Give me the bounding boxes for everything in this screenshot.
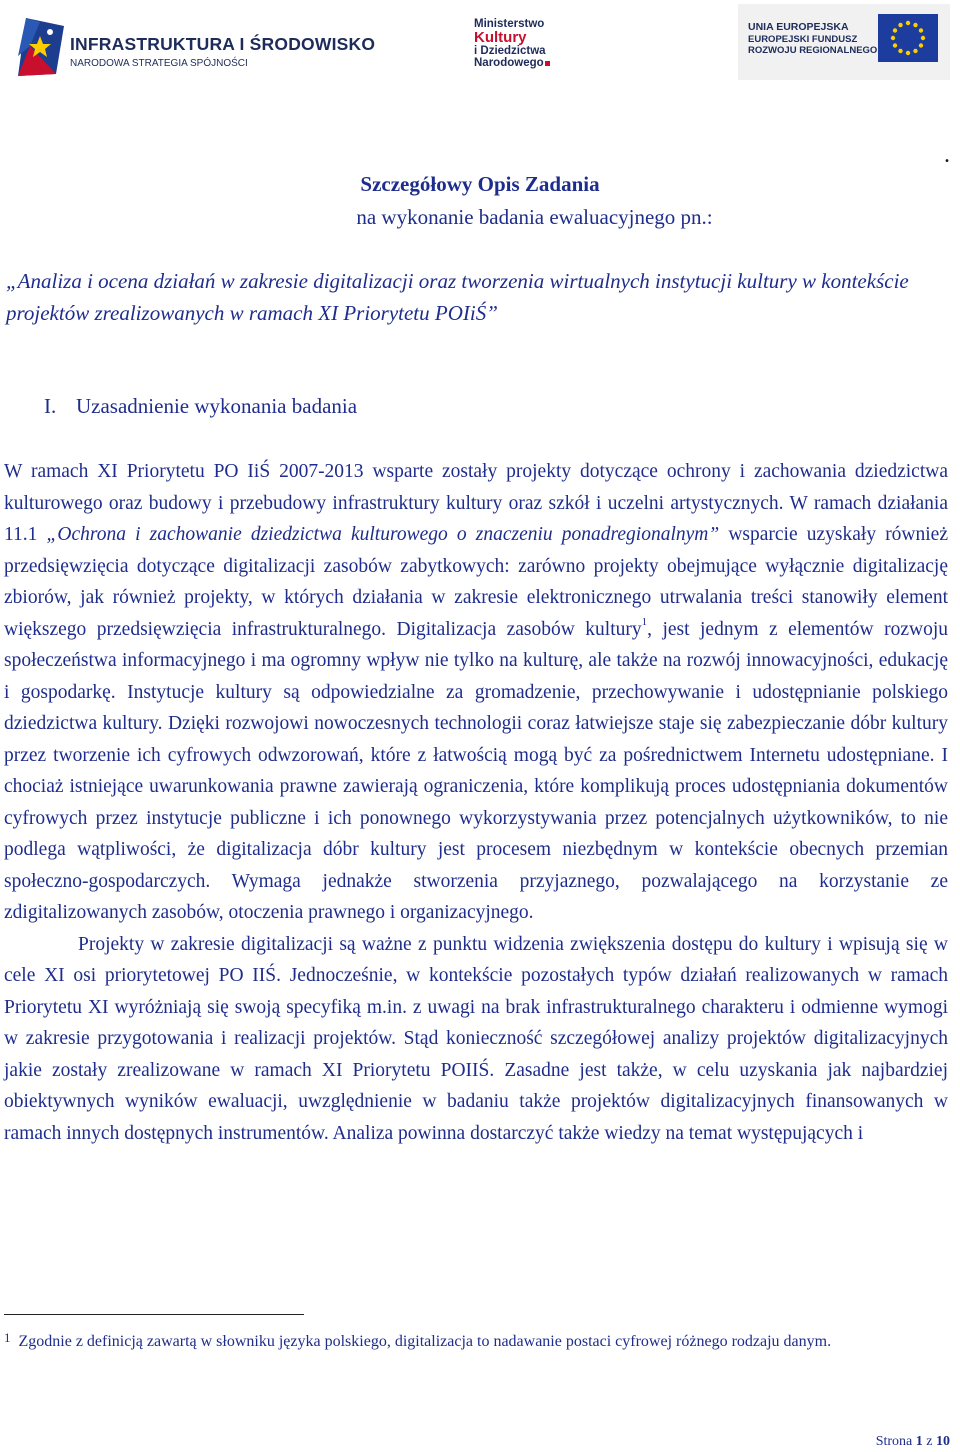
document-title: Szczegółowy Opis Zadania bbox=[360, 172, 600, 196]
logo-middle-line4: Narodowego bbox=[474, 57, 544, 69]
logo-right-line1: UNIA EUROPEJSKA bbox=[748, 21, 849, 33]
eu-star-icon bbox=[906, 21, 910, 25]
dot-mark: . bbox=[944, 142, 950, 168]
paragraph-1-part3: , jest jednym z elementów rozwoju społeczeństwa informacyjnego i ma ogromny wpływ nie tylko na kulturę, ale także na rozwój innowacyjności, edukację i gospodarkę. Instytucje kultury są odpowiedzialne za gromadzenie, przechowywanie i udostępnianie polskiego dziedzictwa kultury. Dzięki rozwojowi nowoczesnych technologii coraz łatwiejsze staje się zabezpieczanie dóbr kultury przez tworzenie ich cyfrowych odwzorowań, które z łatwością mogą być za pośrednictwem Internetu udostępniane. I chociaż istniejące uwarunkowania prawne zawierają ograniczenia, które komplikują proces udostępniania dokumentów cyfrowych przez instytucje publiczne i ich ponownego wykorzystywania przez potencjalnych użytkowników, to nie podlega wątpliwości, że digitalizacja dóbr kultury jest procesem niezbędnym w kontekście obecnych przemian społeczno-gospodarczych. Wymaga jednakże stworzenia przyjaznego, pozwalającego na korzystanie ze zdigitalizowanych zasobów, otoczenia prawnego i organizacyjnego. bbox=[4, 618, 948, 923]
eu-star-icon bbox=[893, 28, 897, 32]
eu-star-icon bbox=[891, 36, 895, 40]
logo-middle-line2: Kultury bbox=[474, 29, 527, 46]
footnote-number: 1 bbox=[4, 1330, 11, 1345]
eu-flag-icon bbox=[878, 14, 938, 62]
logo-middle-line3: i Dziedzictwa bbox=[474, 45, 546, 57]
eu-erdf-logo bbox=[738, 4, 950, 80]
page-label: Strona bbox=[875, 1434, 913, 1449]
ministry-dot-icon bbox=[545, 61, 550, 66]
eu-star-icon bbox=[906, 51, 910, 55]
eu-star-icon bbox=[913, 49, 917, 53]
section-title: Uzasadnienie wykonania badania bbox=[76, 394, 358, 418]
page-header bbox=[0, 0, 960, 85]
document-subtitle: na wykonanie badania ewaluacyjnego pn.: bbox=[356, 205, 713, 229]
logo-left-line2: NARODOWA STRATEGIA SPÓJNOŚCI bbox=[70, 58, 248, 69]
footnote-reference[interactable]: 1 bbox=[641, 616, 648, 628]
page-current: 1 bbox=[915, 1434, 923, 1449]
eu-star-icon bbox=[919, 43, 923, 47]
section-heading bbox=[44, 394, 357, 419]
logo-right-line3: ROZWOJU REGIONALNEGO bbox=[748, 45, 878, 56]
infrastruktura-srodowisko-logo bbox=[16, 12, 376, 76]
footnote-separator bbox=[4, 1314, 304, 1315]
paragraph-1 bbox=[4, 456, 948, 929]
footnote bbox=[4, 1328, 948, 1356]
page-sep: z bbox=[926, 1434, 933, 1449]
paragraph-1-part1: W ramach XI Priorytetu PO IiŚ 2007-2013 wsparte zostały projekty dotyczące ochrony i zachowania dziedzictwa kulturowego oraz budowy i przebudowy infrastruktury kultury oraz szkół i uczelni artystycznych. W ramach działania 11.1 bbox=[4, 461, 948, 545]
page-number bbox=[876, 1434, 950, 1450]
eu-star-icon bbox=[921, 36, 925, 40]
study-title: „Analiza i ocena działań w zakresie digitalizacji oraz tworzenia wirtualnych instytucji kultury w kontekście projektów zrealizowanych w ramach XI Priorytetu POIiŚ” bbox=[6, 269, 909, 325]
logo-middle-line1: Ministerstwo bbox=[474, 18, 545, 30]
program-flag-icon bbox=[16, 16, 66, 78]
eu-star-icon bbox=[898, 49, 902, 53]
body-text bbox=[4, 456, 948, 1149]
eu-star-icon bbox=[893, 43, 897, 47]
logo-left-line1: INFRASTRUKTURA I ŚRODOWISKO bbox=[70, 34, 376, 54]
paragraph-1-italic: „Ochrona i zachowanie dziedzictwa kulturowego o znaczeniu ponadregionalnym” bbox=[46, 524, 720, 545]
paragraph-1-part2: wsparcie uzyskały również przedsięwzięcia dotyczące digitalizacji zasobów zabytkowych: zarówno projekty obejmujące wyłącznie digitalizację zbiorów, jak również projekty, w których działania w zakresie elektronicznego utrwalania treści stanowiły element większego przedsięwzięcia infrastrukturalnego. Digitalizacja zasobów kultury bbox=[4, 524, 948, 640]
eu-star-icon bbox=[898, 23, 902, 27]
paragraph-2: Projekty w zakresie digitalizacji są ważne z punktu widzenia zwiększenia dostępu do kultury i wpisują się w cele XI osi priorytetowej PO IIŚ. Jednocześnie, w kontekście pozostałych typów działań realizowanych w ramach Priorytetu XI wyróżniają się swoją specyfiką m.in. z uwagi na brak infrastrukturalnego charakteru i odmienne wymogi w zakresie przygotowania i realizacji projektów. Stąd konieczność szczegółowej analizy projektów digitalizacyjnych jakie zostały zrealizowane w ramach XI Priorytetu POIIŚ. Zasadne jest także, w celu uzyskania jak najbardziej obiektywnych wyników ewaluacji, uwzględnienie w badaniu także projektów digitalizacyjnych finansowanych w ramach innych dostępnych instrumentów. Analiza powinna dostarczyć także wiedzy na temat występujących i bbox=[4, 933, 948, 1144]
eu-star-icon bbox=[913, 23, 917, 27]
eu-star-icon bbox=[919, 28, 923, 32]
ministry-culture-logo bbox=[474, 18, 574, 72]
logo-right-line2: EUROPEJSKI FUNDUSZ bbox=[748, 33, 858, 45]
footnote-text: Zgodnie z definicją zawartą w słowniku języka polskiego, digitalizacja to nadawanie postaci cyfrowej różnego rodzaju danym. bbox=[18, 1333, 832, 1350]
section-number: I. bbox=[44, 394, 57, 418]
page-total: 10 bbox=[936, 1434, 950, 1449]
